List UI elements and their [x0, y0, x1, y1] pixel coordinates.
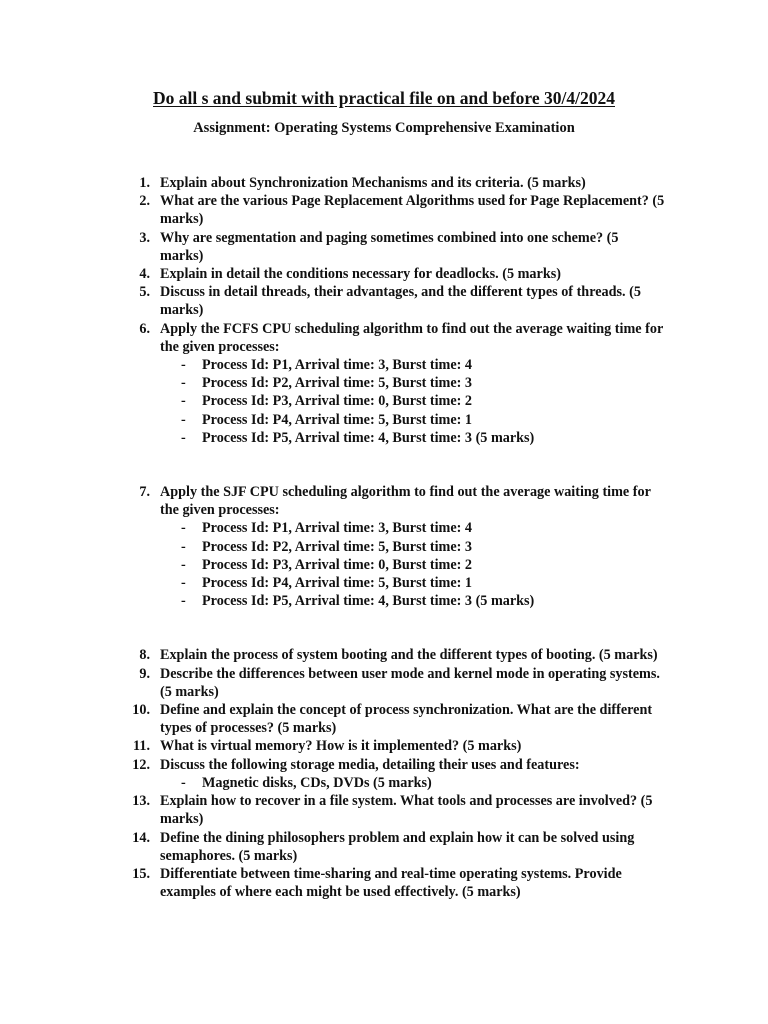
sub-item-text: Process Id: P5, Arrival time: 4, Burst time: 3 (5 marks) [202, 429, 535, 446]
question-number: 1. [139, 175, 150, 191]
question-item [120, 229, 665, 265]
question-number: 15. [132, 865, 150, 882]
question-number: 8. [139, 647, 150, 664]
dash-bullet-icon: - [181, 575, 186, 592]
sub-item [160, 774, 665, 792]
question-text: Define the dining philosophers problem and explain how it can be solved using semaphores. (5 marks) [160, 829, 635, 864]
question-number: 9. [139, 665, 150, 682]
question-text: Discuss the following storage media, detailing their uses and features: [160, 756, 580, 773]
question-number: 4. [139, 266, 150, 283]
dash-bullet-icon: - [181, 520, 186, 537]
question-item [120, 174, 665, 192]
question-item [120, 792, 665, 828]
question-item [120, 665, 665, 701]
document-title: Do all s and submit with practical file on and before 30/4/2024 [153, 88, 615, 108]
question-text: Define and explain the concept of process synchronization. What are the different types of processes? (5 marks) [160, 702, 653, 737]
dash-bullet-icon: - [181, 357, 186, 374]
sub-item-text: Process Id: P3, Arrival time: 0, Burst time: 2 [202, 556, 473, 573]
dash-bullet-icon: - [181, 556, 186, 573]
sub-item [160, 519, 665, 537]
sub-item [160, 374, 665, 392]
question-text: Explain in detail the conditions necessary for deadlocks. (5 marks) [160, 266, 561, 283]
question-number: 6. [139, 320, 150, 337]
dash-bullet-icon: - [181, 774, 186, 791]
sub-item-text: Process Id: P2, Arrival time: 5, Burst time: 3 [202, 538, 473, 555]
sub-item-text: Process Id: P1, Arrival time: 3, Burst time: 4 [202, 357, 473, 374]
dash-bullet-icon: - [181, 375, 186, 392]
question-text: What is virtual memory? How is it implemented? (5 marks) [160, 738, 522, 755]
question-item [120, 701, 665, 737]
question-text: Explain how to recover in a file system. What tools and processes are involved? (5 marks) [160, 793, 653, 828]
dash-bullet-icon: - [181, 429, 186, 446]
sub-item [160, 538, 665, 556]
dash-bullet-icon: - [181, 393, 186, 410]
sub-item-text: Process Id: P5, Arrival time: 4, Burst time: 3 (5 marks) [202, 593, 535, 610]
question-number: 2. [139, 193, 150, 210]
dash-bullet-icon: - [181, 411, 186, 428]
question-number: 13. [132, 793, 150, 810]
sub-item [160, 574, 665, 592]
question-text: Describe the differences between user mode and kernel mode in operating systems. (5 marks) [160, 665, 660, 700]
sub-item [160, 429, 665, 447]
sub-item [160, 556, 665, 574]
question-text: Why are segmentation and paging sometimes combined into one scheme? (5 marks) [160, 229, 619, 264]
question-item [120, 265, 665, 283]
question-item [120, 737, 665, 755]
question-text: Differentiate between time-sharing and real-time operating systems. Provide examples of where each might be used effectively. (5 marks) [160, 865, 622, 901]
sub-item-list [160, 356, 665, 447]
question-item [120, 865, 665, 901]
dash-bullet-icon: - [181, 538, 186, 555]
question-text: What are the various Page Replacement Algorithms used for Page Replacement? (5 marks) [160, 193, 665, 228]
question-text: Apply the SJF CPU scheduling algorithm to find out the average waiting time for the given processes: [160, 484, 651, 519]
sub-item-list [160, 519, 665, 610]
question-number: 3. [139, 229, 150, 246]
sub-item-text: Magnetic disks, CDs, DVDs (5 marks) [202, 774, 432, 791]
question-item [120, 192, 665, 228]
question-text: Discuss in detail threads, their advantages, and the different types of threads. (5 marks) [160, 284, 641, 319]
dash-bullet-icon: - [181, 593, 186, 610]
question-item [120, 483, 665, 610]
question-number: 5. [139, 284, 150, 301]
sub-item-list [160, 774, 665, 792]
sub-item [160, 411, 665, 429]
sub-item-text: Process Id: P1, Arrival time: 3, Burst time: 4 [202, 520, 473, 537]
question-item [120, 829, 665, 865]
question-number: 11. [133, 738, 150, 755]
question-text: Explain about Synchronization Mechanisms and its criteria. (5 marks) [160, 175, 586, 191]
question-item [120, 283, 665, 319]
sub-item [160, 592, 665, 610]
question-number: 10. [132, 702, 150, 719]
sub-item [160, 356, 665, 374]
question-list [120, 174, 665, 901]
question-item [120, 320, 665, 447]
question-number: 7. [139, 484, 150, 501]
question-number: 14. [132, 829, 150, 846]
question-number: 12. [132, 756, 150, 773]
sub-item-text: Process Id: P4, Arrival time: 5, Burst time: 1 [202, 575, 473, 592]
question-item [120, 756, 665, 792]
question-item [120, 646, 665, 664]
sub-item-text: Process Id: P3, Arrival time: 0, Burst time: 2 [202, 393, 473, 410]
document-subtitle: Assignment: Operating Systems Comprehensive Examination [193, 120, 575, 136]
sub-item [160, 392, 665, 410]
sub-item-text: Process Id: P4, Arrival time: 5, Burst time: 1 [202, 411, 473, 428]
question-text: Apply the FCFS CPU scheduling algorithm to find out the average waiting time for the given processes: [160, 320, 663, 355]
question-text: Explain the process of system booting and the different types of booting. (5 marks) [160, 647, 658, 664]
sub-item-text: Process Id: P2, Arrival time: 5, Burst time: 3 [202, 375, 473, 392]
